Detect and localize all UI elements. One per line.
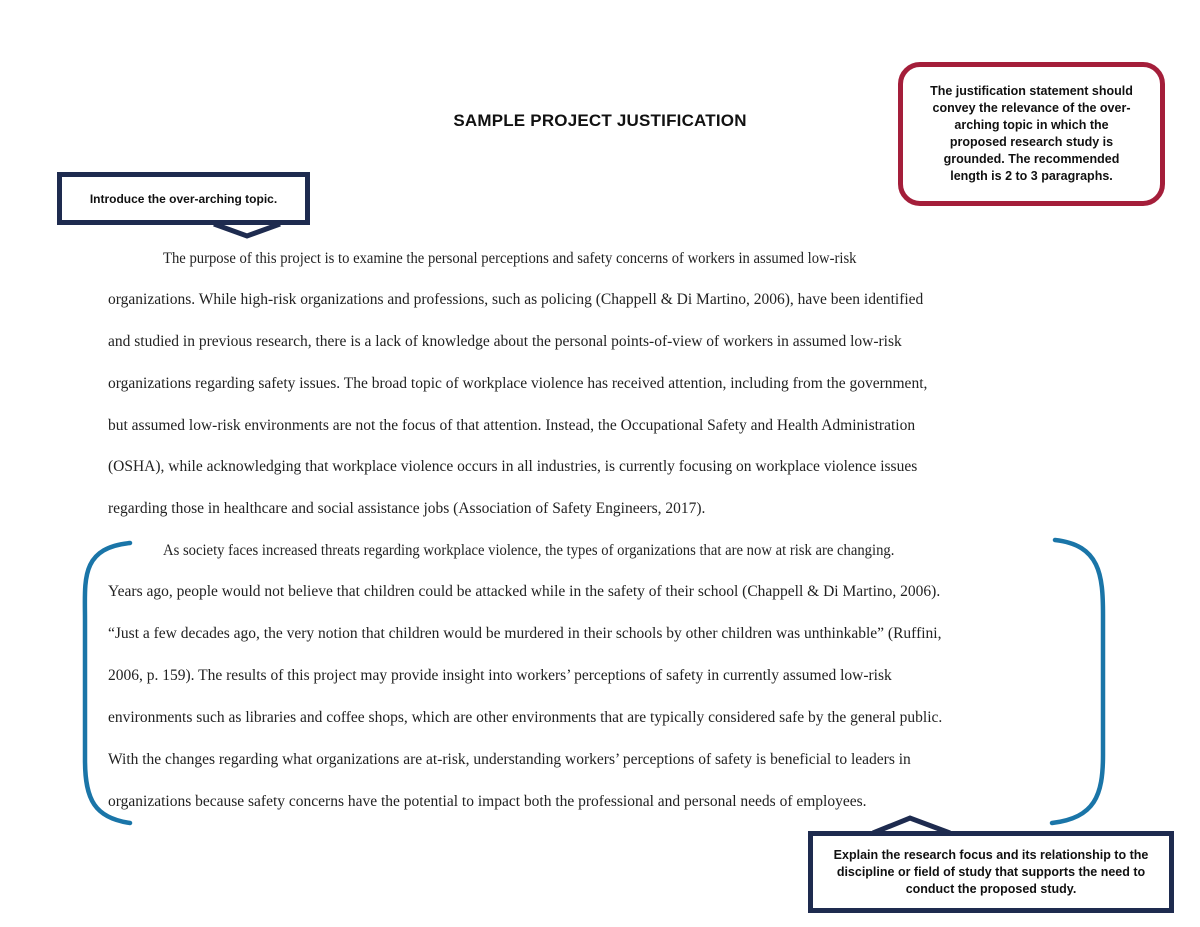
paragraph-2-line-7: organizations because safety concerns have the potential to impact both the professional and personal needs of employees.	[108, 793, 867, 810]
intro-callout-text: Introduce the over-arching topic.	[89, 191, 278, 206]
justification-callout	[898, 62, 1165, 206]
paragraph-1-line-6: (OSHA), while acknowledging that workplace violence occurs in all industries, is currently focusing on workplace violence issues	[108, 458, 918, 475]
research-focus-callout	[808, 831, 1174, 913]
justification-callout-text: The justification statement should convey the relevance of the over-arching topic in which the proposed research study is grounded. The recommended length is 2 to 3 paragraphs.	[930, 84, 1133, 183]
intro-callout	[57, 172, 310, 225]
paragraph-2-line-5: environments such as libraries and coffee shops, which are other environments that are typically considered safe by the general public.	[108, 709, 943, 726]
paragraph-1-line-7: regarding those in healthcare and social assistance jobs (Association of Safety Engineers, 2017).	[108, 500, 706, 517]
paragraph-1-line-3: and studied in previous research, there is a lack of knowledge about the personal points-of-view of workers in assumed low-risk	[108, 333, 902, 350]
left-bracket	[85, 543, 130, 823]
paragraph-1-line-5: but assumed low-risk environments are not the focus of that attention. Instead, the Occupational Safety and Health Administration	[108, 417, 916, 434]
intro-callout-pointer	[214, 224, 280, 236]
research-focus-callout-text: Explain the research focus and its relationship to the discipline or field of study that supports the need to conduct the proposed study.	[833, 847, 1149, 896]
paragraph-2-line-4: 2006, p. 159). The results of this project may provide insight into workers’ perceptions of safety in currently assumed low-risk	[108, 667, 892, 684]
paragraph-1-line-2: organizations. While high-risk organizations and professions, such as policing (Chappell & Di Martino, 2006), have been identified	[108, 291, 924, 308]
paragraph-2-line-6: With the changes regarding what organizations are at-risk, understanding workers’ perceptions of safety is beneficial to leaders in	[108, 751, 911, 768]
document-title: SAMPLE PROJECT JUSTIFICATION	[453, 111, 747, 130]
right-bracket	[1052, 540, 1103, 823]
paragraph-2-line-2: Years ago, people would not believe that children could be attacked while in the safety of their school (Chappell & Di Martino, 2006).	[108, 583, 941, 600]
paragraph-2-line-1: As society faces increased threats regarding workplace violence, the types of organizations that are now at risk are changing.	[163, 542, 895, 559]
paragraph-2-line-3: “Just a few decades ago, the very notion that children would be murdered in their schools by other children was unthinkable” (Ruffini,	[108, 625, 942, 642]
paragraph-1-line-1: The purpose of this project is to examine the personal perceptions and safety concerns of workers in assumed low-risk	[163, 250, 857, 267]
paragraph-1-line-4: organizations regarding safety issues. The broad topic of workplace violence has received attention, including from the government,	[108, 375, 928, 392]
